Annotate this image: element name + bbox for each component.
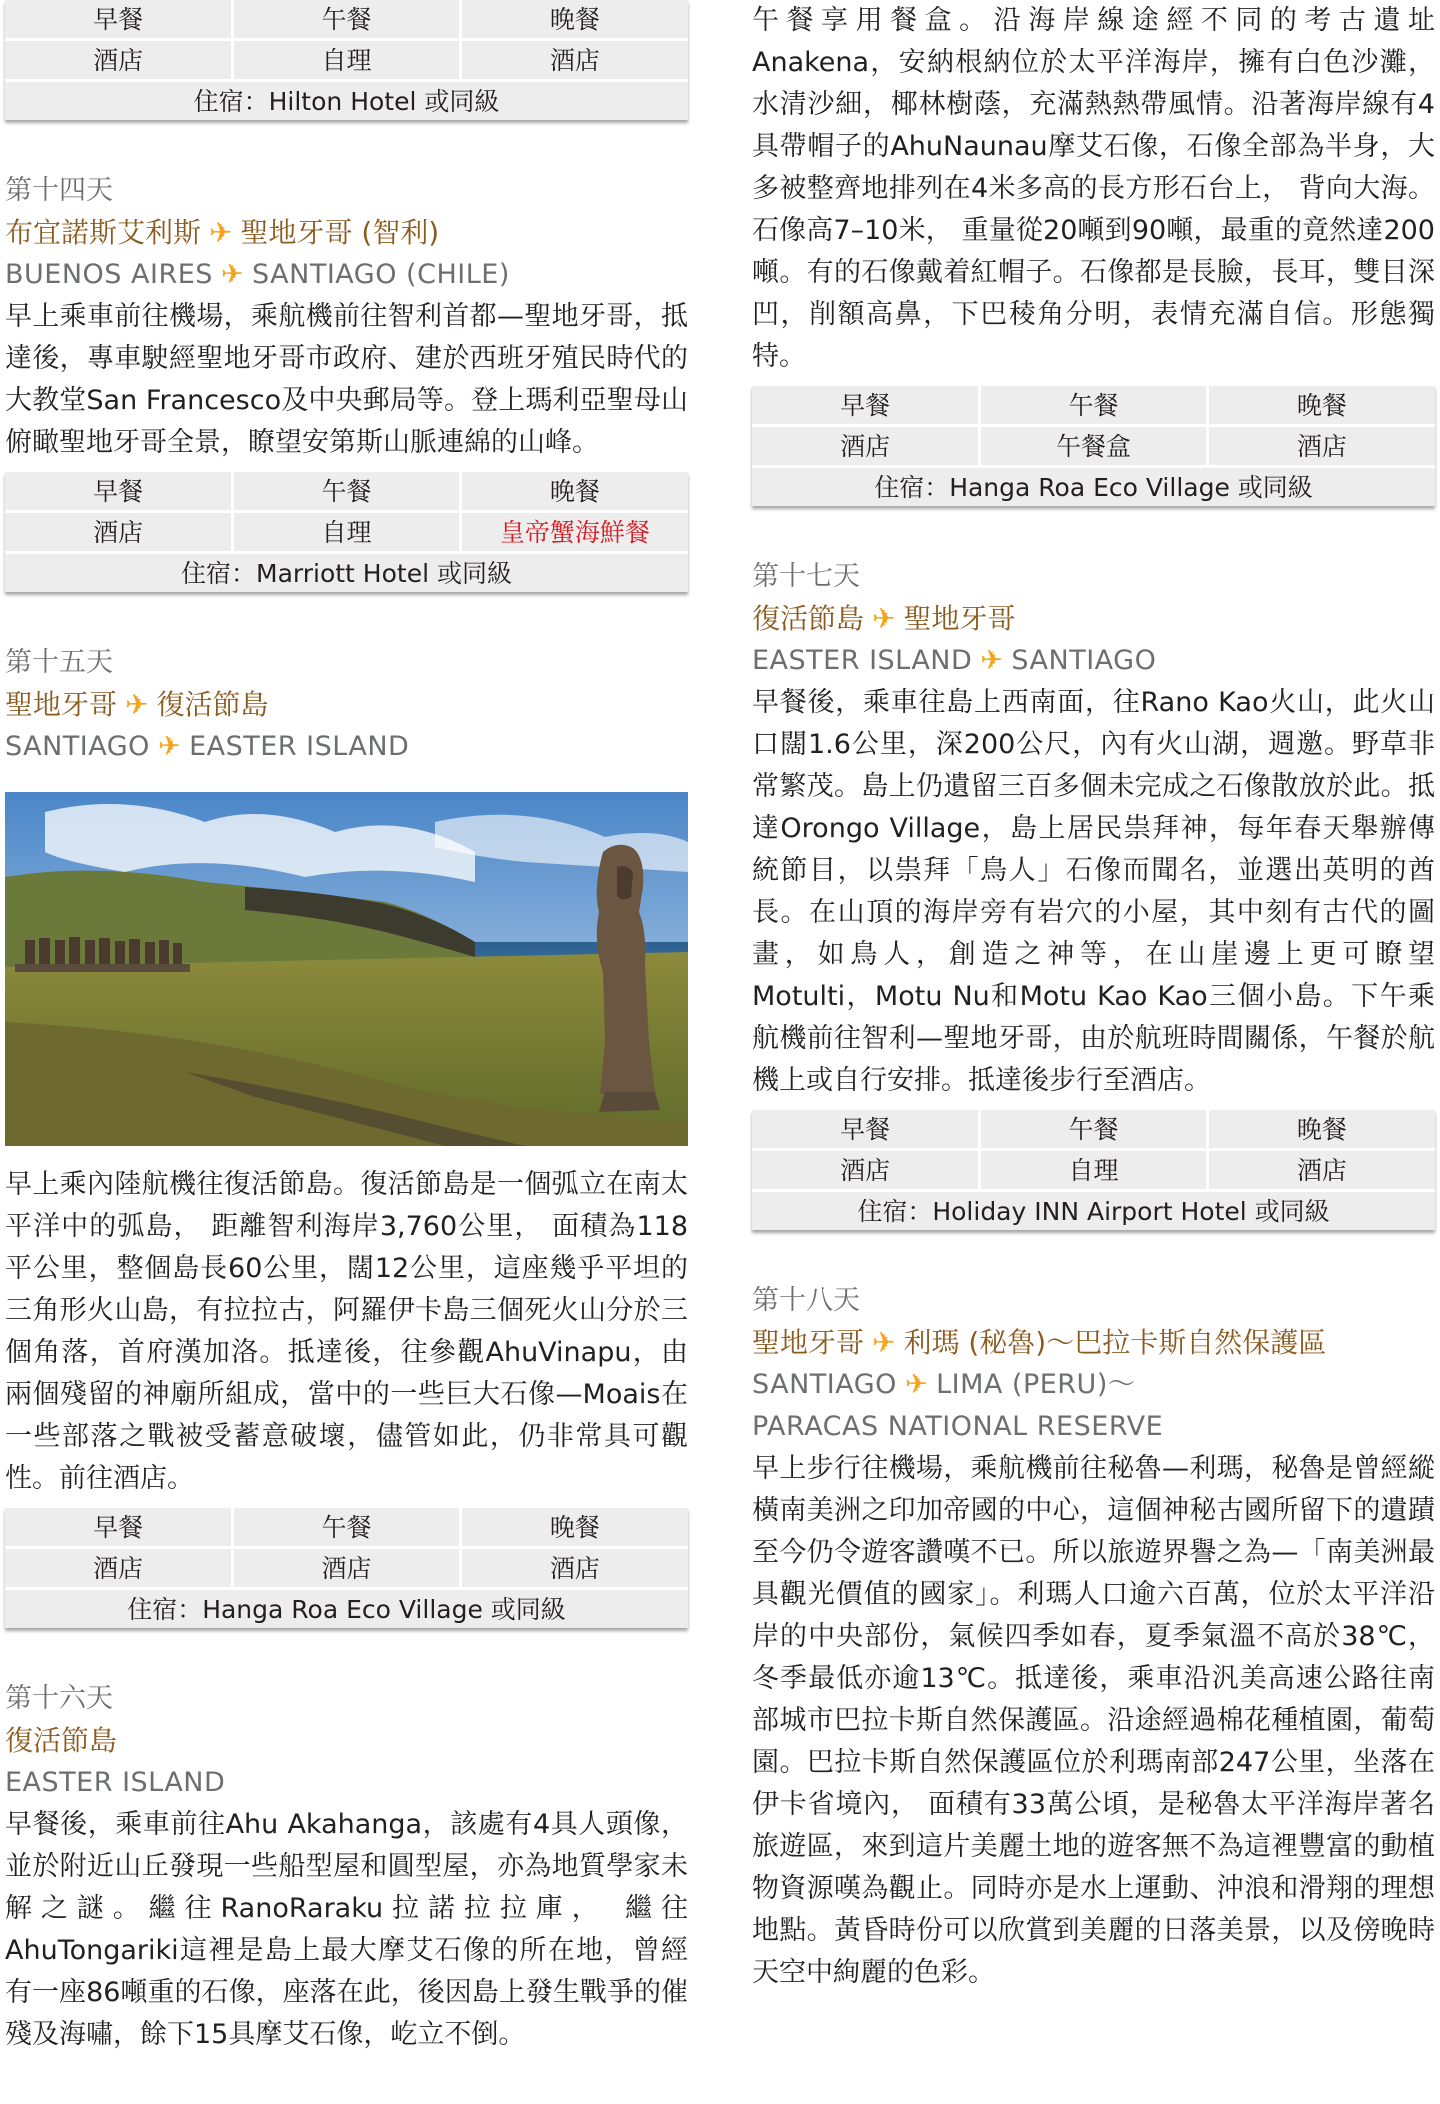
airplane-icon: ✈ — [904, 1369, 929, 1400]
meal-table-day16 — [752, 386, 1435, 506]
day-15-section — [5, 642, 688, 1628]
breakfast-value: 酒店 — [752, 426, 980, 467]
airplane-icon: ✈ — [157, 731, 182, 762]
dinner-header: 晚餐 — [1207, 1110, 1435, 1150]
hotel-info: 住宿：Hanga Roa Eco Village 或同級 — [127, 1594, 566, 1624]
route-title-zh: 布宜諾斯艾利斯 ✈ 聖地牙哥 (智利) — [5, 216, 440, 249]
route-title-zh: 復活節島 ✈ 聖地牙哥 — [752, 602, 1016, 635]
route-title-zh: 聖地牙哥 ✈ 利瑪 (秘魯)～巴拉卡斯自然保護區 — [752, 1326, 1327, 1359]
day-description: 早上步行往機場，乘航機前往秘魯—利瑪，秘魯是曾經縱橫南美洲之印加帝國的中心，這個神秘古國所留下的遺蹟至今仍令遊客讚嘆不已。所以旅遊界譽之為—「南美洲最具觀光價值的國家」。利瑪人口逾六百萬，位於太平洋沿岸的中央部份，氣候四季如春，夏季氣溫不高於38℃，冬季最低亦逾13℃。抵達後，乘車沿汎美高速公路往南部城市巴拉卡斯自然保護區。沿途經過棉花種植園，葡萄園。巴拉卡斯自然保護區位於利瑪南部247公里，坐落在伊卡省境內， 面積有33萬公頃，是秘魯太平洋海岸著名旅遊區，來到這片美麗土地的遊客無不為這裡豐富的動植物資源嘆為觀止。同時亦是水上運動、沖浪和滑翔的理想地點。黃昏時份可以欣賞到美麗的日落美景，以及傍晚時天空中絢麗的色彩。 — [752, 1453, 1435, 1988]
meal-header-row — [5, 472, 688, 512]
dinner-value: 酒店 — [1207, 1150, 1435, 1191]
day-16-section — [5, 1678, 688, 2056]
dinner-header: 晚餐 — [1207, 386, 1435, 426]
left-column — [5, 0, 688, 2064]
breakfast-value: 酒店 — [752, 1150, 980, 1191]
route-title-en: BUENOS AIRES ✈ SANTIAGO (CHILE) — [5, 259, 510, 290]
hotel-info: 住宿：Marriott Hotel 或同級 — [181, 558, 512, 588]
day-label: 第十四天 — [5, 175, 113, 206]
day-16-continued-description: 午餐享用餐盒。沿海岸線途經不同的考古遺址Anakena，安納根納位於太平洋海岸，擁有白色沙灘，水清沙細，椰林樹蔭，充滿熱熱帶風情。沿著海岸線有4具帶帽子的AhuNaunau摩艾石像，石像全部為半身，大多被整齊地排列在4米多高的長方形石台上， 背向大海。石像高7–10米， 重量從20噸到90噸，最重的竟然達200噸。有的石像戴着紅帽子。石像都是長臉，長耳，雙目深凹，削額高鼻，下巴稜角分明，表情充滿自信。形態獨特。 — [752, 5, 1435, 372]
hotel-row — [752, 1191, 1435, 1231]
route-title-en: EASTER ISLAND — [5, 1767, 226, 1798]
lunch-value: 自理 — [980, 1150, 1208, 1191]
hotel-info: 住宿：Holiday INN Airport Hotel 或同級 — [857, 1196, 1330, 1226]
lunch-value: 午餐盒 — [980, 426, 1208, 467]
day-label: 第十七天 — [752, 561, 860, 592]
hotel-row — [5, 1589, 688, 1629]
airplane-icon: ✈ — [872, 602, 896, 635]
breakfast-header: 早餐 — [752, 1110, 980, 1150]
dinner-value: 酒店 — [460, 40, 688, 81]
meal-value-row — [752, 1150, 1435, 1191]
route-title-zh: 復活節島 — [5, 1724, 118, 1757]
lunch-header: 午餐 — [233, 1508, 461, 1548]
day-label: 第十五天 — [5, 647, 113, 678]
route-title-en: SANTIAGO ✈ EASTER ISLAND — [5, 731, 410, 762]
airplane-icon: ✈ — [125, 688, 149, 721]
dinner-header: 晚餐 — [460, 472, 688, 512]
day-label: 第十六天 — [5, 1683, 113, 1714]
breakfast-header: 早餐 — [5, 0, 233, 40]
day-17-section — [752, 556, 1435, 1230]
day-description: 早上乘內陸航機往復活節島。復活節島是一個弧立在南太平洋中的弧島， 距離智利海岸3,760公里， 面積為118平公里，整個島長60公里，闊12公里，這座幾乎平坦的三角形火山島，有拉拉古，阿羅伊卡島三個死火山分於三個角落，首府漢加洛。抵達後，往參觀AhuVinapu，由兩個殘留的神廟所組成，當中的一些巨大石像—Moais在一些部落之戰被受蓄意破壞，儘管如此，仍非常具可觀性。前往酒店。 — [5, 1169, 688, 1494]
day-description: 早餐後，乘車前往Ahu Akahanga，該處有4具人頭像，並於附近山丘發現一些船型屋和圓型屋，亦為地質學家未解之謎。繼往RanoRaraku拉諾拉拉庫， 繼往AhuTongariki這裡是島上最大摩艾石像的所在地，曾經有一座86噸重的石像，座落在此，後因島上發生戰爭的催殘及海嘯，餘下15具摩艾石像，屹立不倒。 — [5, 1809, 688, 2050]
lunch-value: 酒店 — [233, 1548, 461, 1589]
route-title-en-line2: PARACAS NATIONAL RESERVE — [752, 1411, 1164, 1442]
lunch-header: 午餐 — [980, 1110, 1208, 1150]
hotel-row — [5, 81, 688, 121]
hotel-info: 住宿：Hanga Roa Eco Village 或同級 — [874, 472, 1313, 502]
lunch-value: 自理 — [233, 40, 461, 81]
route-title-en: EASTER ISLAND ✈ SANTIAGO — [752, 645, 1157, 676]
meal-value-row — [5, 512, 688, 553]
breakfast-value: 酒店 — [5, 512, 233, 553]
meal-header-row — [752, 1110, 1435, 1150]
route-title-en: SANTIAGO ✈ LIMA (PERU)～ — [752, 1369, 1136, 1400]
breakfast-value: 酒店 — [5, 40, 233, 81]
dinner-header: 晚餐 — [460, 0, 688, 40]
route-title-zh: 聖地牙哥 ✈ 復活節島 — [5, 688, 269, 721]
breakfast-header: 早餐 — [5, 1508, 233, 1548]
meal-header-row — [5, 0, 688, 40]
airplane-icon: ✈ — [872, 1326, 896, 1359]
dinner-value-highlight: 皇帝蟹海鮮餐 — [460, 512, 688, 553]
breakfast-header: 早餐 — [5, 472, 233, 512]
lunch-header: 午餐 — [233, 0, 461, 40]
right-column — [752, 0, 1435, 2002]
lunch-value: 自理 — [233, 512, 461, 553]
day-description: 早餐後，乘車往島上西南面，往Rano Kao火山，此火山口闊1.6公里，深200公尺，內有火山湖，週邀。野草非常繁茂。島上仍遺留三百多個未完成之石像散放於此。抵達Orongo Village，島上居民祟拜神，每年春天舉辦傳統節目，以祟拜「鳥人」石像而聞名，並選出英明的酋長。在山頂的海岸旁有岩穴的小屋，其中刻有古代的圖畫，如鳥人，創造之神等，在山崖邊上更可瞭望Motulti，Motu Nu和Motu Kao Kao三個小島。下午乘航機前往智利—聖地牙哥，由於航班時間關係，午餐於航機上或自行安排。抵達後步行至酒店。 — [752, 687, 1435, 1096]
meal-table-day14 — [5, 472, 688, 592]
meal-header-row — [5, 1508, 688, 1548]
lunch-header: 午餐 — [233, 472, 461, 512]
lunch-header: 午餐 — [980, 386, 1208, 426]
meal-value-row — [5, 40, 688, 81]
moai-coast-photo — [5, 792, 688, 1146]
meal-table-day17 — [752, 1110, 1435, 1230]
hotel-row — [752, 467, 1435, 507]
day-18-section — [752, 1280, 1435, 1994]
dinner-value: 酒店 — [460, 1548, 688, 1589]
meal-table-day13 — [5, 0, 688, 120]
meal-table-day15 — [5, 1508, 688, 1628]
breakfast-value: 酒店 — [5, 1548, 233, 1589]
meal-value-row — [752, 426, 1435, 467]
dinner-value: 酒店 — [1207, 426, 1435, 467]
meal-value-row — [5, 1548, 688, 1589]
day-description: 早上乘車前往機場，乘航機前往智利首都—聖地牙哥，抵達後，專車駛經聖地牙哥市政府、建於西班牙殖民時代的大教堂San Francesco及中央郵局等。登上瑪利亞聖母山俯瞰聖地牙哥全景，瞭望安第斯山脈連綿的山峰。 — [5, 301, 688, 458]
airplane-icon: ✈ — [980, 645, 1004, 676]
hotel-info: 住宿：Hilton Hotel 或同級 — [193, 86, 500, 116]
airplane-icon: ✈ — [220, 259, 245, 290]
day-14-section — [5, 170, 688, 592]
dinner-header: 晚餐 — [460, 1508, 688, 1548]
airplane-icon: ✈ — [209, 216, 233, 249]
breakfast-header: 早餐 — [752, 386, 980, 426]
day-label: 第十八天 — [752, 1285, 860, 1316]
meal-header-row — [752, 386, 1435, 426]
hotel-row — [5, 553, 688, 593]
